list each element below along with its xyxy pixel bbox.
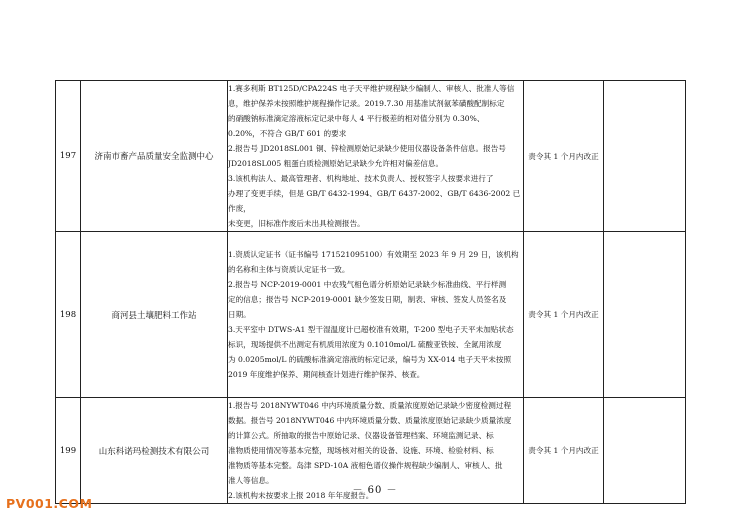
- issue-line: 3.天平室中 DTWS-A1 型干湿温度计已超校准有效期，T-200 型电子天平未加贴状态: [228, 325, 514, 334]
- issue-line: 准物质使用情况等基本完整，现场核对相关的设备、设施、环境、检验材料、标: [228, 446, 494, 455]
- inspection-results-table: [55, 80, 686, 504]
- issue-line: 日期。: [228, 310, 251, 319]
- row-number: 199: [56, 398, 81, 504]
- rectification-action: 责令其 1 个月内改正: [524, 398, 604, 504]
- organization-name: 济南市畜产品质量安全监测中心: [81, 81, 228, 232]
- issue-line: 2.该机构未按要求上报 2018 年年度报告。: [228, 491, 374, 500]
- issue-line: 数据。报告号 2018NYWT046 中内环境质量分数、质量浓度原始记录缺少质量浓度: [228, 416, 512, 425]
- row-number: 198: [56, 232, 81, 398]
- issue-line: 2.报告号 NCP-2019-0001 中农残气相色谱分析原始记录缺少标准曲线、平行样测: [228, 280, 507, 289]
- table-row: [56, 232, 686, 398]
- page-number: － 60 －: [352, 485, 398, 496]
- row-number: 197: [56, 81, 81, 232]
- issue-line: 准人等信息。: [228, 476, 274, 485]
- issues-cell: [228, 81, 524, 232]
- issue-line: 办理了变更手续，但是 GB/T 6432-1994、GB/T 6437-2002、GB/T 6436-2002 已作废，: [228, 189, 521, 213]
- site-watermark: PV001.COM: [6, 496, 93, 511]
- organization-name: 山东科诺玛检测技术有限公司: [81, 398, 228, 504]
- issue-line: 1.报告号 2018NYWT046 中内环境质量分数、质量浓度原始记录缺少密度检测过程: [228, 401, 512, 410]
- issue-line: 为 0.0205mol/L 的硫酸标准滴定溶液的标定记录，编号为 XX-014 电子天平未按照: [228, 355, 512, 364]
- issue-line: 2019 年度维护保养、期间核查计划进行维护保养、核查。: [228, 370, 425, 379]
- table-row: [56, 81, 686, 232]
- issue-line: 2.报告号 JD2018SL001 铜、锌检测原始记录缺少使用仪器设备条件信息。报告号: [228, 144, 506, 153]
- issue-line: JD2018SL005 粗蛋白质检测原始记录缺少允许相对偏差信息。: [228, 159, 444, 168]
- issue-line: 的名称和主体与资质认定证书一致。: [228, 265, 350, 274]
- rectification-action: 责令其 1 个月内改正: [524, 232, 604, 398]
- remarks-cell: [604, 232, 686, 398]
- organization-name: 商河县土壤肥料工作站: [81, 232, 228, 398]
- rectification-action: 责令其 1 个月内改正: [524, 81, 604, 232]
- issue-line: 息，维护保养未按照维护规程操作记录。2019.7.30 用基准试剂氨苯磺酸配制标定: [228, 99, 505, 108]
- remarks-cell: [604, 81, 686, 232]
- issue-line: 1.赛多利斯 BT125D/CPA224S 电子天平维护规程缺少编制人、审核人、批准人等信: [228, 84, 515, 93]
- issue-line: 的硝酸钠标准滴定溶液标定记录中每人 4 平行极差的相对值分别为 0.30%、: [228, 114, 485, 123]
- issue-line: 定的信息；报告号 NCP-2019-0001 缺少签发日期，制表、审核、签发人员签名及: [228, 295, 507, 304]
- issues-cell: [228, 232, 524, 398]
- issue-line: 1.资质认定证书（证书编号 171521095100）有效期至 2023 年 9 月 29 日，该机构: [228, 250, 519, 259]
- table-body: [56, 81, 686, 504]
- issue-line: 未变更，旧标准作废后未出具检测报告。: [228, 219, 365, 228]
- issue-line: 的计算公式。所抽取的报告中原始记录、仪器设备管理档案、环境监测记录、标: [228, 431, 494, 440]
- issue-line: 标识，现场提供不出测定有机质用浓度为 0.1010mol/L 硫酸亚铁铵、全氮用浓度: [228, 340, 502, 349]
- issue-line: 3.该机构法人、最高管理者、机构地址、技术负责人、授权签字人按要求进行了: [228, 174, 494, 183]
- issue-line: 准物质等基本完整。岛津 SPD-10A 液相色谱仪操作规程缺少编制人、审核人、批: [228, 461, 503, 470]
- issue-line: 0.20%，不符合 GB/T 601 的要求: [228, 129, 347, 138]
